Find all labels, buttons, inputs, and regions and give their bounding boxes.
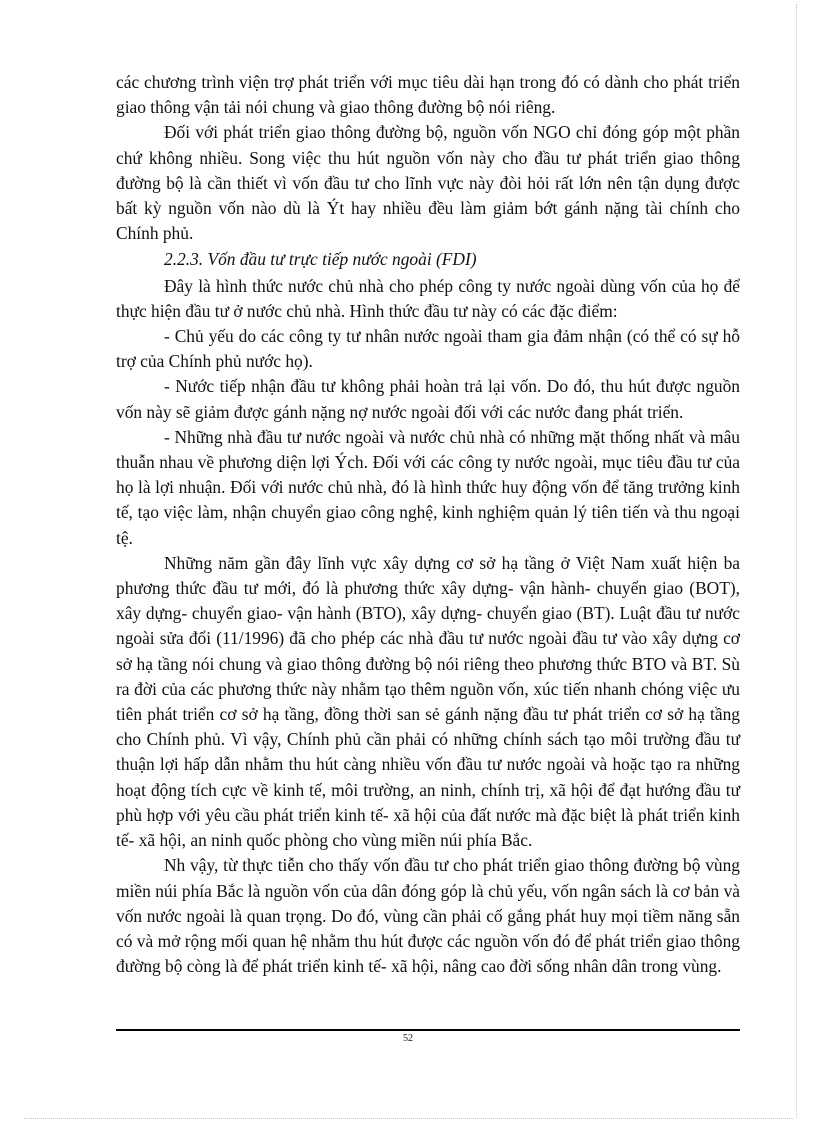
paragraph-continuation: các chương trình viện trợ phát triển với mục tiêu dài hạn trong đó có dành cho phát triển giao thông vận tải nói chung và giao thông đường bộ nói riêng. [116, 72, 740, 118]
document-body [116, 70, 740, 979]
list-item: - Chủ yếu do các công ty tư nhân nước ngoài tham gia đảm nhận (có thể có sự hỗ trợ của Chính phủ nước họ). [116, 326, 740, 372]
page-border-right [796, 4, 797, 1118]
page-number: 52 [403, 1033, 413, 1044]
section-heading-fdi: 2.2.3. Vốn đầu tư trực tiếp nước ngoài (FDI) [164, 249, 477, 270]
paragraph-fdi-definition: Đây là hình thức nước chủ nhà cho phép công ty nước ngoài dùng vốn của họ để thực hiện đầu tư ở nước chủ nhà. Hình thức đầu tư này có các đặc điểm: [116, 275, 740, 321]
paragraph-bot-bto-bt: Những năm gần đây lĩnh vực xây dựng cơ sở hạ tầng ở Việt Nam xuất hiện ba phương thức đầu tư mới, đó là phương thức xây dựng- vận hành- chuyển giao (BOT), xây dựng- chuyển giao- vận hành (BTO), xây dựng- chuyển giao (BT). Luật đầu tư nước ngoài sửa đổi (11/1996) đã cho phép các nhà đầu tư nước ngoài đầu tư vào xây dựng cơ sở hạ tầng nói chung và giao thông đường bộ nói riêng theo phương thức BTO và BT. Sù ra đời của các phương thức này nhằm tạo thêm nguồn vốn, xúc tiến nhanh chóng việc ưu tiên phát triển cơ sở hạ tầng, đồng thời san sẻ gánh nặng đầu tư phát triển cơ sở hạ tầng cho Chính phủ. Vì vậy, Chính phủ cần phải có những chính sách tạo môi trường đầu tư thuận lợi hấp dẫn nhằm thu hút càng nhiều vốn đầu tư nước ngoài và hoặc tạo ra những hoạt động tích cực về kinh tế, môi trường, an ninh, chính trị, xã hội để đạt hướng đầu tư phù hợp với yêu cầu phát triển kinh tế- xã hội của đất nước mà đặc biệt là phát triển kinh tế- xã hội, an ninh quốc phòng cho vùng miền núi phía Bắc. [116, 552, 740, 851]
list-item: - Những nhà đầu tư nước ngoài và nước chủ nhà có những mặt thống nhất và mâu thuẫn nhau về phương diện lợi Ých. Đối với các công ty nước ngoài, mục tiêu đầu tư của họ là lợi nhuận. Đối với nước chủ nhà, đó là hình thức huy động vốn để tăng trưởng kinh tế, tạo việc làm, nhận chuyển giao công nghệ, kinh nghiệm quản lý tiên tiến và thu ngoại tệ. [116, 426, 740, 548]
list-item: - Nước tiếp nhận đầu tư không phải hoàn trả lại vốn. Do đó, thu hút được nguồn vốn này sẽ giảm được gánh nặng nợ nước ngoài đối với các nước đang phát triển. [116, 376, 740, 422]
page-border-bottom [24, 1118, 794, 1119]
paragraph-ngo: Đối với phát triển giao thông đường bộ, nguồn vốn NGO chỉ đóng góp một phần chứ không nhiều. Song việc thu hút nguồn vốn này cho đầu tư phát triển giao thông đường bộ là cần thiết vì vốn đầu tư cho lĩnh vực này đòi hỏi rất lớn nên tận dụng được bất kỳ nguồn vốn nào dù là Ýt hay nhiều đều làm giảm bớt gánh nặng tài chính cho Chính phủ. [116, 122, 740, 244]
paragraph-conclusion: Nh vậy, từ thực tiễn cho thấy vốn đầu tư cho phát triển giao thông đường bộ vùng miền núi phía Bắc là nguồn vốn của dân đóng góp là chủ yếu, vốn ngân sách là cơ bản và vốn nước ngoài là quan trọng. Do đó, vùng cần phải cố gắng phát huy mọi tiềm năng sẵn có và mở rộng mối quan hệ nhằm thu hút được các nguồn vốn đó để phát triển giao thông đường bộ còng là để phát triển kinh tế- xã hội, nâng cao đời sống nhân dân trong vùng. [116, 855, 740, 977]
footer-divider [116, 1029, 740, 1031]
